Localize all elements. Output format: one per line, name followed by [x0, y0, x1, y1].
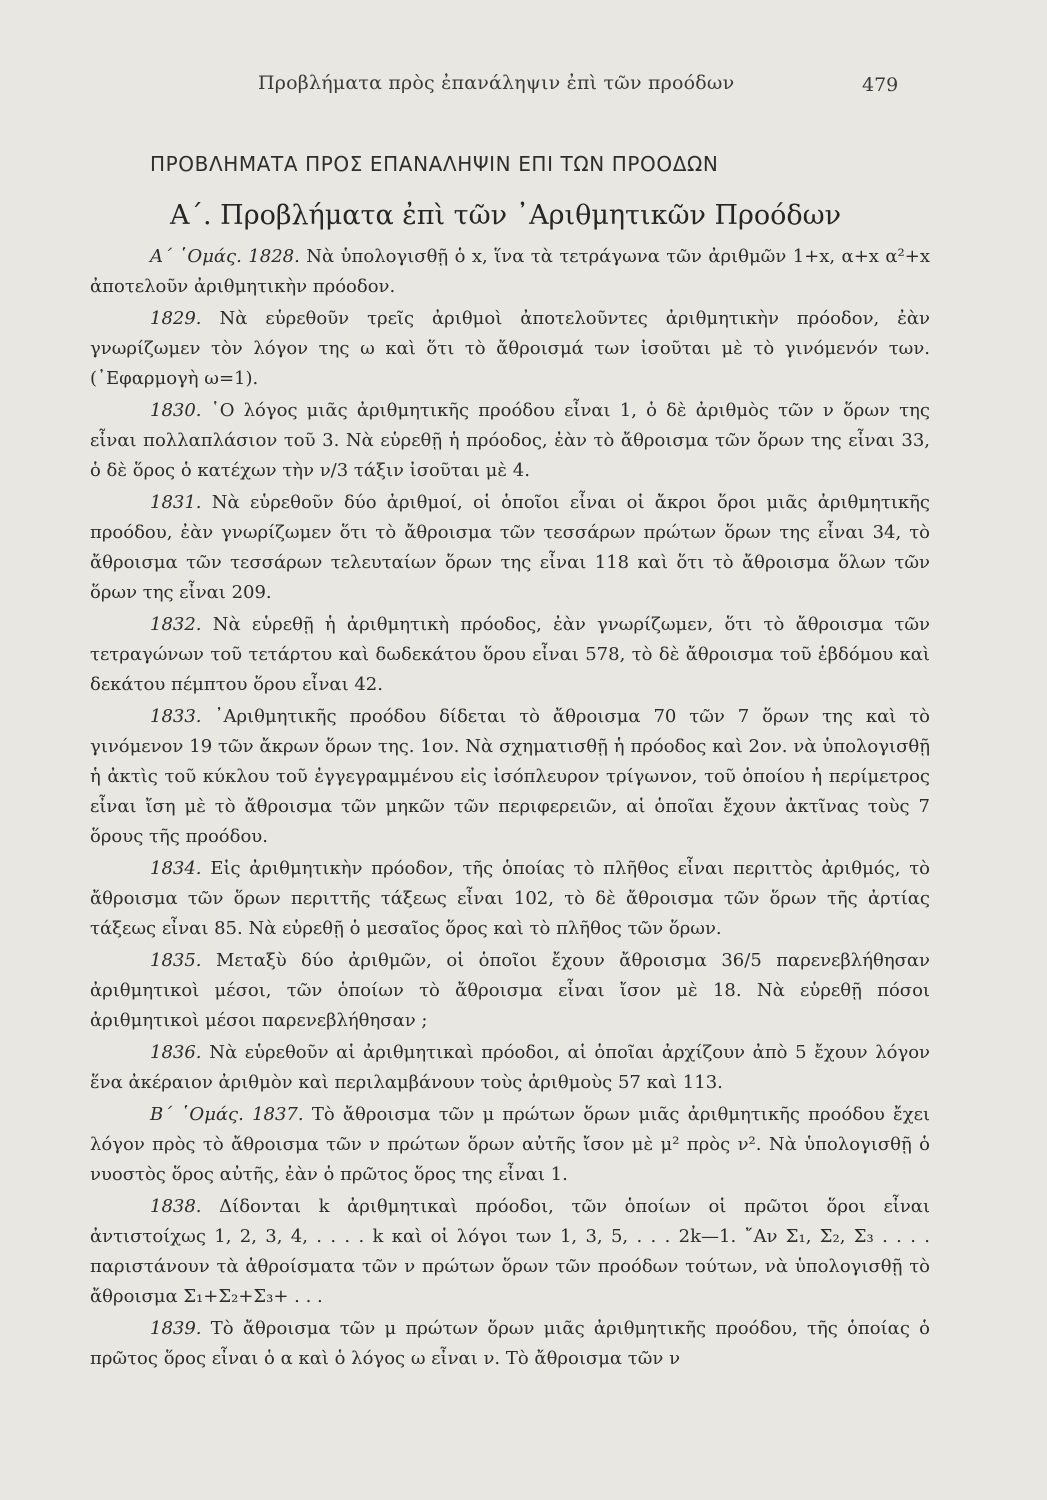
- problem-1836: [90, 1038, 930, 1098]
- problem-number: 1837.: [252, 1104, 304, 1125]
- problem-number: 1839.: [150, 1318, 202, 1339]
- problem-text: Δίδονται k ἀριθμητικαὶ πρόοδοι, τῶν ὁποίων οἱ πρῶτοι ὅροι εἶναι ἀντιστοίχως 1, 2, 3, 4, . . . . k καὶ οἱ λόγοι των 1, 3, 5, . . . 2k—1. ῎Αν Σ₁, Σ₂, Σ₃ . . . . παριστάνουν τὰ ἀθροίσματα τῶν ν πρώτων ὅρων τῶν προόδων τούτων, νὰ ὑπολογισθῇ τὸ ἄθροισμα Σ₁+Σ₂+Σ₃+ . . .: [90, 1196, 930, 1307]
- problem-list: [90, 242, 930, 1374]
- problem-text: Μεταξὺ δύο ἀριθμῶν, οἱ ὁποῖοι ἔχουν ἄθροισμα 36/5 παρενεβλήθησαν ἀριθμητικοὶ μέσοι, τῶν ὁποίων τὸ ἄθροισμα εἶναι ἴσον μὲ 18. Νὰ εὑρεθῇ πόσοι ἀριθμητικοὶ μέσοι παρενεβλήθησαν ;: [90, 950, 930, 1031]
- problem-1831: [90, 488, 930, 608]
- problem-1829: [90, 304, 930, 394]
- problem-text: Νὰ εὑρεθοῦν δύο ἀριθμοί, οἱ ὁποῖοι εἶναι οἱ ἄκροι ὅροι μιᾶς ἀριθμητικῆς προόδου, ἐὰν γνωρίζωμεν ὅτι τὸ ἄθροισμα τῶν τεσσάρων πρώτων ὅρων της εἶναι 34, τὸ ἄθροισμα τῶν τεσσάρων τελευταίων ὅρων της εἶναι 118 καὶ ὅτι τὸ ἄθροισμα ὅλων τῶν ὅρων της εἶναι 209.: [90, 492, 930, 603]
- problem-1828: [90, 242, 930, 302]
- main-heading: ΠΡΟΒΛΗΜΑΤΑ ΠΡΟΣ ΕΠΑΝΑΛΗΨΙΝ ΕΠΙ ΤΩΝ ΠΡΟΟΔΩΝ: [150, 152, 719, 176]
- problem-text: Τὸ ἄθροισμα τῶν μ πρώτων ὅρων μιᾶς ἀριθμητικῆς προόδου, τῆς ὁποίας ὁ πρῶτος ὅρος εἶναι ὁ α καὶ ὁ λόγος ω εἶναι ν. Τὸ ἄθροισμα τῶν ν: [90, 1318, 930, 1369]
- problem-text: Εἰς ἀριθμητικὴν πρόοδον, τῆς ὁποίας τὸ πλῆθος εἶναι περιττὸς ἀριθμός, τὸ ἄθροισμα τῶν ὅρων περιττῆς τάξεως εἶναι 102, τὸ δὲ ἄθροισμα τῶν ὅρων τῆς ἀρτίας τάξεως εἶναι 85. Νὰ εὑρεθῇ ὁ μεσαῖος ὅρος καὶ τὸ πλῆθος τῶν ὅρων.: [90, 858, 930, 939]
- problem-text: Τὸ ἄθροισμα τῶν μ πρώτων ὅρων μιᾶς ἀριθμητικῆς προόδου ἔχει λόγον πρὸς τὸ ἄθροισμα τῶν ν πρώτων ὅρων αὐτῆς ἴσον μὲ μ² πρὸς ν². Νὰ ὑπολογισθῇ ὁ νυοστὸς ὅρος αὐτῆς, ἐὰν ὁ πρῶτος ὅρος της εἶναι 1.: [90, 1104, 930, 1185]
- problem-number: 1838.: [150, 1196, 202, 1217]
- problem-number: 1836.: [150, 1042, 202, 1063]
- running-head: [0, 72, 1047, 102]
- problem-number: 1835.: [150, 950, 202, 971]
- problem-1838: [90, 1192, 930, 1312]
- problem-number: 1834.: [150, 858, 202, 879]
- problem-1839: [90, 1314, 930, 1374]
- group-label: Β΄ ῾Ομάς.: [150, 1104, 244, 1125]
- problem-number: 1832.: [150, 614, 202, 635]
- problem-text: Νὰ εὑρεθοῦν αἱ ἀριθμητικαὶ πρόοδοι, αἱ ὁποῖαι ἀρχίζουν ἀπὸ 5 ἔχουν λόγον ἕνα ἀκέραιον ἀριθμὸν καὶ περιλαμβάνουν τοὺς ἀριθμοὺς 57 καὶ 113.: [90, 1042, 930, 1093]
- page-number: 479: [862, 74, 899, 96]
- problem-1833: [90, 702, 930, 852]
- problem-1837: [90, 1100, 930, 1190]
- problem-text: Νὰ εὑρεθῇ ἡ ἀριθμητικὴ πρόοδος, ἐὰν γνωρίζωμεν, ὅτι τὸ ἄθροισμα τῶν τετραγώνων τοῦ τετάρτου καὶ δωδεκάτου ὅρου εἶναι 578, τὸ δὲ ἄθροισμα τοῦ ἑβδόμου καὶ δεκάτου πέμπτου ὅρου εἶναι 42.: [90, 614, 930, 695]
- problem-number: 1828.: [248, 246, 300, 267]
- problem-1834: [90, 854, 930, 944]
- group-label: Α΄ ῾Ομάς.: [150, 246, 242, 267]
- section-heading: Α΄. Προβλήματα ἐπὶ τῶν ᾿Αριθμητικῶν Προόδων: [170, 200, 842, 231]
- problem-text: Νὰ εὑρεθοῦν τρεῖς ἀριθμοὶ ἀποτελοῦντες ἀριθμητικὴν πρόοδον, ἐὰν γνωρίζωμεν τὸν λόγον της ω καὶ ὅτι τὸ ἄθροισμά των ἰσοῦται μὲ τὸ γινόμενόν των. (᾿Εφαρμογὴ ω=1).: [90, 308, 930, 389]
- problem-number: 1829.: [150, 308, 202, 329]
- problem-number: 1831.: [150, 492, 202, 513]
- problem-1832: [90, 610, 930, 700]
- problem-1830: [90, 396, 930, 486]
- running-title: Προβλήματα πρὸς ἐπανάληψιν ἐπὶ τῶν προόδων: [258, 72, 735, 94]
- problem-number: 1833.: [150, 706, 202, 727]
- problem-text: Νὰ ὑπολογισθῇ ὁ x, ἵνα τὰ τετράγωνα τῶν ἀριθμῶν 1+x, α+x α²+x ἀποτελοῦν ἀριθμητικὴν πρόοδον.: [90, 246, 930, 297]
- problem-number: 1830.: [150, 400, 202, 421]
- problem-1835: [90, 946, 930, 1036]
- problem-text: ῾Ο λόγος μιᾶς ἀριθμητικῆς προόδου εἶναι 1, ὁ δὲ ἀριθμὸς τῶν ν ὅρων της εἶναι πολλαπλάσιον τοῦ 3. Νὰ εὑρεθῇ ἡ πρόοδος, ἐὰν τὸ ἄθροισμα τῶν ὅρων της εἶναι 33, ὁ δὲ ὅρος ὁ κατέχων τὴν ν/3 τάξιν ἰσοῦται μὲ 4.: [90, 400, 930, 481]
- problem-text: ᾿Αριθμητικῆς προόδου δίδεται τὸ ἄθροισμα 70 τῶν 7 ὅρων της καὶ τὸ γινόμενον 19 τῶν ἄκρων ὅρων της. 1ον. Νὰ σχηματισθῇ ἡ πρόοδος καὶ 2ον. νὰ ὑπολογισθῇ ἡ ἀκτὶς τοῦ κύκλου τοῦ ἐγγεγραμμένου εἰς ἰσόπλευρον τρίγωνον, τοῦ ὁποίου ἡ περίμετρος εἶναι ἴση μὲ τὸ ἄθροισμα τῶν μηκῶν τῶν περιφερειῶν, αἱ ὁποῖαι ἔχουν ἀκτῖνας τοὺς 7 ὅρους τῆς προόδου.: [90, 706, 930, 847]
